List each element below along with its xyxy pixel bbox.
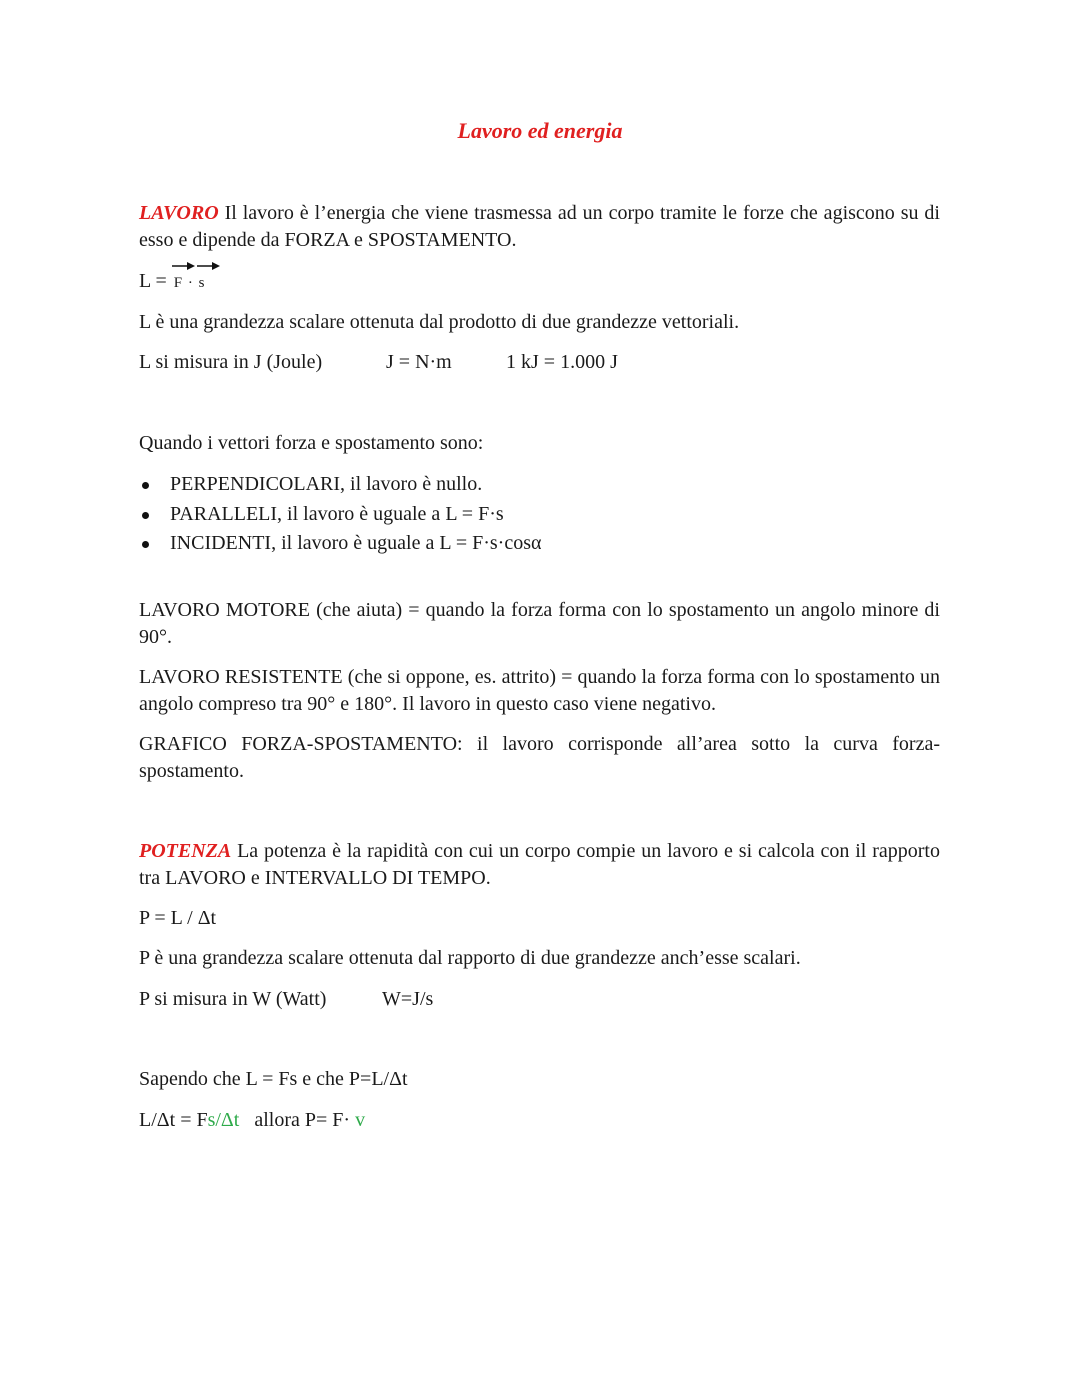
dot-operator: · — [184, 275, 197, 291]
lavoro-formula — [139, 268, 940, 297]
list-item: PARALLELI, il lavoro è uguale a L = F·s — [139, 501, 940, 531]
velocity-symbol: v — [355, 1109, 366, 1131]
list-item: INCIDENTI, il lavoro è uguale a L = F·s·cosα — [139, 530, 940, 560]
cases-intro: Quando i vettori forza e spostamento sono: — [139, 432, 484, 454]
page-title: Lavoro ed energia — [457, 118, 623, 143]
lavoro-resistente-paragraph: LAVORO RESISTENTE (che si oppone, es. attrito) = quando la forza forma con lo spostamento un angolo compreso tra 90° e 180°. Il lavoro in questo caso viene negativo. — [139, 666, 940, 715]
joule-definition: J = N·m — [386, 351, 452, 373]
lavoro-scalar-note: L è una grandezza scalare ottenuta dal prodotto di due grandezze vettoriali. — [139, 311, 740, 333]
force-symbol: F — [173, 275, 183, 291]
force-vector — [172, 270, 184, 297]
potenza-keyword: POTENZA — [139, 840, 232, 862]
displacement-symbol: s — [198, 275, 205, 291]
lavoro-units-line — [139, 349, 940, 376]
potenza-formula: P = L / Δt — [139, 907, 217, 929]
potenza-unit-measure: P si misura in W (Watt) — [139, 988, 327, 1010]
list-item: PERPENDICOLARI, il lavoro è nullo. — [139, 471, 940, 501]
kilojoule-conversion: 1 kJ = 1.000 J — [506, 351, 618, 373]
lavoro-intro-paragraph — [139, 200, 940, 254]
watt-definition: W=J/s — [382, 988, 434, 1010]
vector-arrow-icon — [170, 261, 196, 271]
derivation-line-2 — [139, 1107, 940, 1134]
lavoro-unit-measure: L si misura in J (Joule) — [139, 351, 323, 373]
formula-prefix: L = — [139, 270, 172, 292]
potenza-intro-paragraph — [139, 838, 940, 892]
potenza-units-line — [139, 986, 940, 1013]
displacement-vector — [197, 270, 207, 297]
lavoro-motore-paragraph: LAVORO MOTORE (che aiuta) = quando la forza forma con lo spostamento un angolo minore di 90°. — [139, 599, 940, 648]
potenza-intro-text: La potenza è la rapidità con cui un corpo compie un lavoro e si calcola con il rapporto tra LAVORO e INTERVALLO DI TEMPO. — [139, 840, 940, 889]
cases-list — [139, 471, 940, 560]
lavoro-keyword: LAVORO — [139, 202, 219, 224]
derivation-line-1: Sapendo che L = Fs e che P=L/Δt — [139, 1068, 408, 1090]
derivation-part-a: L/Δt = F — [139, 1109, 208, 1131]
potenza-scalar-note: P è una grandezza scalare ottenuta dal rapporto di due grandezze anch’esse scalari. — [139, 947, 801, 969]
grafico-paragraph: GRAFICO FORZA-SPOSTAMENTO: il lavoro corrisponde all’area sotto la curva forza-spostamento. — [139, 733, 940, 782]
derivation-part-b: allora P= F· — [239, 1109, 356, 1131]
vector-arrow-icon — [195, 261, 221, 271]
velocity-fraction: s/Δt — [207, 1109, 240, 1131]
lavoro-intro-text: Il lavoro è l’energia che viene trasmessa ad un corpo tramite le forze che agiscono su di esso e dipende da FORZA e SPOSTAMENTO. — [139, 202, 940, 251]
